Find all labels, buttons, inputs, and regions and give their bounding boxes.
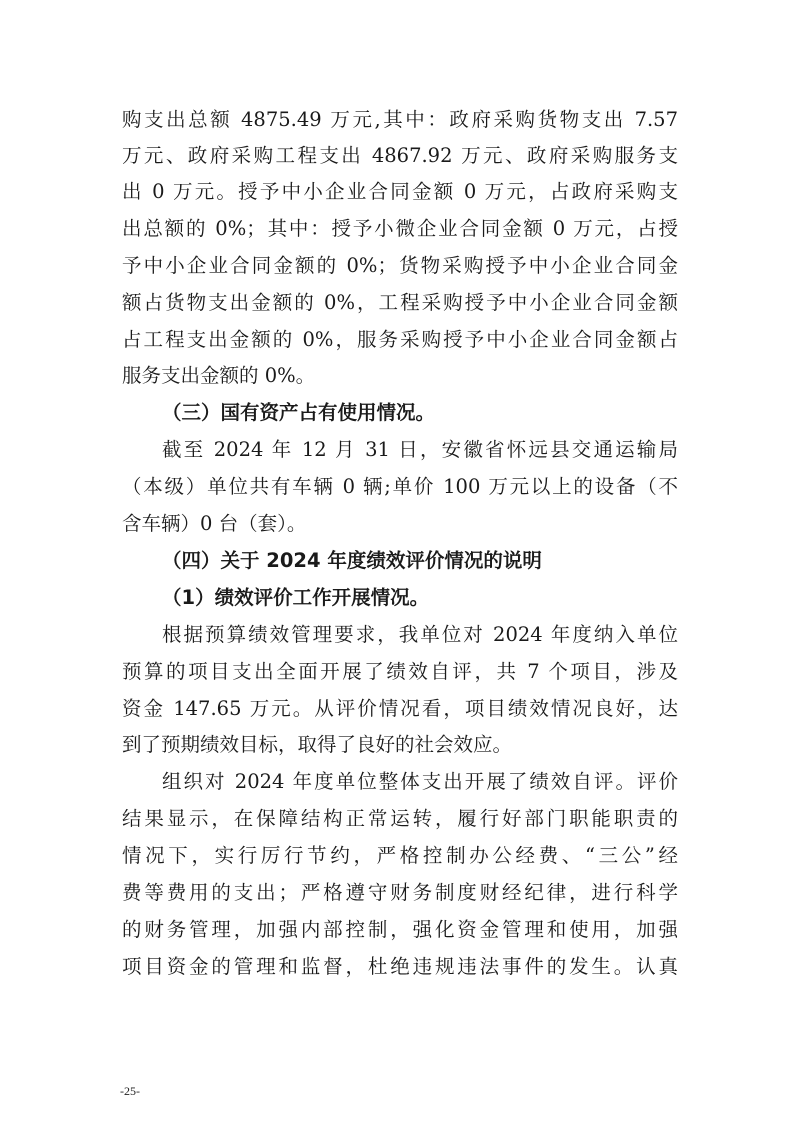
- body-text-line: 根据预算绩效管理要求，我单位对 2024 年度纳入单位: [162, 623, 678, 646]
- body-text-line: 占工程支出金额的 0%，服务采购授予中小企业合同金额占: [122, 328, 678, 351]
- body-text-line: 项目资金的管理和监督，杜绝违规违法事件的发生。认真: [122, 955, 678, 978]
- body-text-line: 费等费用的支出；严格遵守财务制度财经纪律，进行科学: [122, 881, 678, 904]
- body-text-line: 购支出总额 4875.49 万元,其中：政府采购货物支出 7.57: [122, 108, 678, 131]
- body-text-line: 含车辆）0 台（套）。: [122, 512, 307, 535]
- body-text-line: 服务支出金额的 0%。: [122, 364, 316, 387]
- body-text-line: 情况下，实行厉行节约，严格控制办公经费、“三公”经: [122, 844, 678, 867]
- body-text-line: 的财务管理，加强内部控制，强化资金管理和使用，加强: [122, 918, 678, 941]
- body-text-line: 结果显示，在保障结构正常运转，履行好部门职能职责的: [122, 807, 678, 830]
- body-text-line: 予中小企业合同金额的 0%；货物采购授予中小企业合同金: [122, 254, 678, 277]
- body-text-line: 组织对 2024 年度单位整体支出开展了绩效自评。评价: [162, 770, 678, 793]
- section-heading-performance-evaluation: （四）关于 2024 年度绩效评价情况的说明: [162, 549, 542, 572]
- body-text-line: 到了预期绩效目标，取得了良好的社会效应。: [122, 733, 513, 756]
- body-text-line: 资金 147.65 万元。从评价情况看，项目绩效情况良好，达: [122, 697, 678, 720]
- section-heading-state-assets: （三）国有资产占有使用情况。: [162, 401, 436, 424]
- page-number: -25-: [120, 1084, 140, 1098]
- body-text-line: 万元、政府采购工程支出 4867.92 万元、政府采购服务支: [122, 144, 678, 167]
- subsection-heading-evaluation-work: （1）绩效评价工作开展情况。: [162, 586, 430, 609]
- body-text-line: 出 0 万元。授予中小企业合同金额 0 万元，占政府采购支: [122, 180, 678, 203]
- body-text-line: 出总额的 0%；其中：授予小微企业合同金额 0 万元，占授: [122, 217, 678, 240]
- body-text-line: （本级）单位共有车辆 0 辆;单价 100 万元以上的设备（不: [122, 475, 678, 498]
- body-text-line: 预算的项目支出全面开展了绩效自评，共 7 个项目，涉及: [122, 660, 678, 683]
- body-text-line: 截至 2024 年 12 月 31 日，安徽省怀远县交通运输局: [162, 438, 678, 461]
- body-text-line: 额占货物支出金额的 0%，工程采购授予中小企业合同金额: [122, 291, 678, 314]
